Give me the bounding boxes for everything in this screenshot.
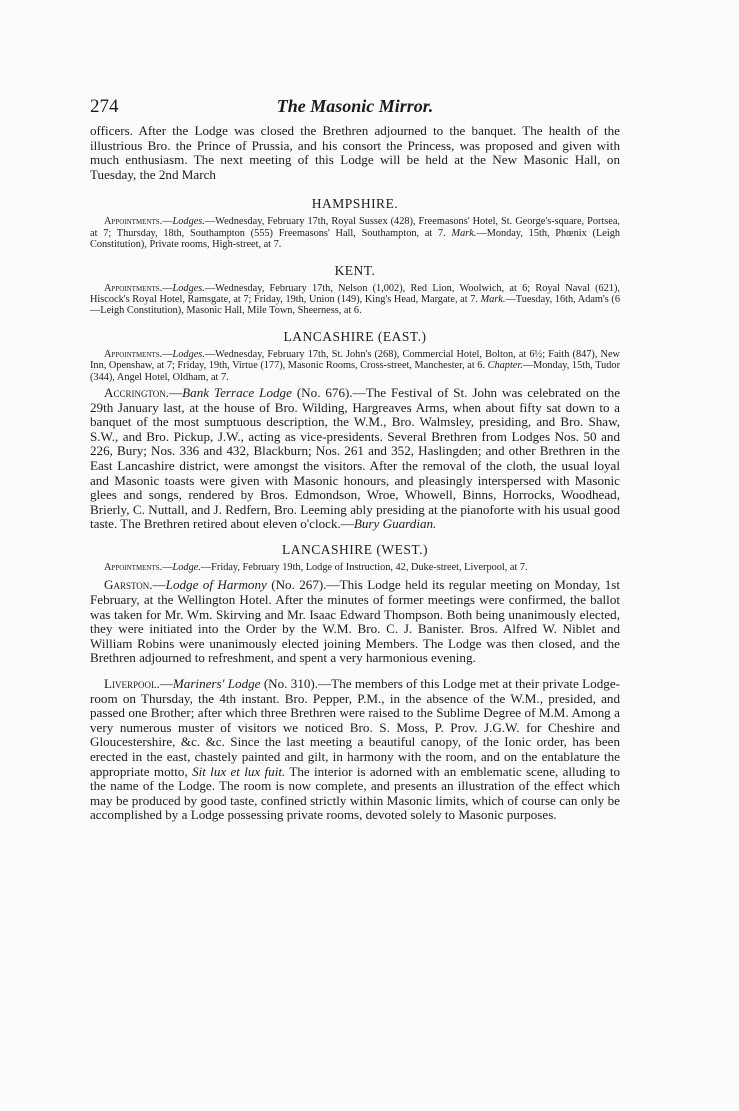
- kent-appointments: Appointments.—Lodges.—Wednesday, February 17th, Nelson (1,002), Red Lion, Woolwich, at 6; Royal Naval (621), Hiscock's Royal Hotel, Ramsgate, at 7; Friday, 19th, Union (149), King's Head, Margate, at 7. Mark.—Tuesday, 16th, Adam's (6—Leigh Constitution), Masonic Hall, Mile Town, Sheerness, at 6.: [90, 282, 620, 317]
- chapter-label: Chapter.: [487, 360, 523, 372]
- report-source: Bury Guardian.: [353, 516, 437, 532]
- accrington-report: Accrington.—Bank Terrace Lodge (No. 676).—The Festival of St. John was celebrated on the 29th January last, at the house of Bro. Wilding, Hargreaves Arms, when about fifty sat down to a banquet of the most sumptuous description, the W.M., Bro. Walmsley, presiding, and Bro. Shaw, S.W., and Bro. Pickup, J.W., acting as vice-presidents. Several Brethren from Lodges Nos. 50 and 226, Bury; Nos. 336 and 432, Blackburn; Nos. 261 and 352, Haslingden; and other Brethren in the East Lancashire district, were amongst the visitors. After the removal of the cloth, the usual loyal and Masonic toasts were given with Masonic honours, and pleasingly interspersed with Masonic glees and songs, rendered by Bros. Edmondson, Wroe, Whowell, Binns, Horrocks, Woodhead, Brierly, C. Nuttall, and J. Redfern, Bro. Leeming ably presiding at the pianoforte with his usual good taste. The Brethren retired about eleven o'clock.—Bury Guardian.: [90, 385, 620, 532]
- page-header: [90, 96, 620, 124]
- lancashire-west-appointments-text: —Friday, February 19th, Lodge of Instruction, 42, Duke-street, Liverpool, at 7.: [200, 561, 528, 573]
- section-heading-lancashire-east: LANCASHIRE (EAST.): [283, 328, 427, 344]
- lancashire-east-appointments-text: —Wednesday, February 17th, St. John's (268), Commercial Hotel, Bolton, at 6½; Faith (847), New Inn, Openshaw, at 7; Friday, 19th, Virtue (177), Masonic Rooms, Cross-street, Manchester, at 6.: [90, 348, 620, 372]
- lodge-name: Bank Terrace Lodge: [182, 385, 292, 401]
- lodge-name: Mariners' Lodge: [172, 675, 261, 691]
- place-name: Accrington.: [104, 385, 170, 401]
- mark-label: Mark.: [451, 227, 477, 239]
- appointments-label: Appointments.: [104, 561, 163, 573]
- lodge-label: Lodge.: [172, 561, 201, 573]
- page-content: [90, 96, 620, 823]
- lodge-motto: Sit lux et lux fuit.: [192, 763, 286, 779]
- appointments-label: Appointments.: [104, 216, 163, 228]
- kent-appointments-text: —Wednesday, February 17th, Nelson (1,002), Red Lion, Woolwich, at 6; Royal Naval (621), Hiscock's Royal Hotel, Ramsgate, at 7; Friday, 19th, Union (149), King's Head, Margate, at 7.: [90, 282, 620, 305]
- lancashire-east-appointments: Appointments.—Lodges.—Wednesday, February 17th, St. John's (268), Commercial Hotel, Bolton, at 6½; Faith (847), New Inn, Openshaw, at 7; Friday, 19th, Virtue (177), Masonic Rooms, Cross-street, Manchester, at 6. Chapter.—Monday, 15th, Tudor (344), Angel Hotel, Oldham, at 7.: [90, 348, 620, 383]
- lodges-label: Lodges.: [172, 282, 205, 294]
- garston-report: Garston.—Lodge of Harmony (No. 267).—This Lodge held its regular meeting on Monday, 1st February, at the Wellington Hotel. After the minutes of former meetings were confirmed, the ballot was taken for Mr. Wm. Skirving and Mr. Isaac Edward Thompson. Both being unanimously elected, they were initiated into the Order by the W.M. Bro. C. J. Banister. Bros. Alfred W. Niblet and William Robins were unanimously elected joining Members. The Lodge was then closed, and the Brethren adjourned to refreshment, and spent a very harmonious evening.: [90, 577, 620, 666]
- accrington-report-text: (No. 676).—The Festival of St. John was celebrated on the 29th January last, at the house of Bro. Wilding, Hargreaves Arms, when about fifty sat down to a banquet of the most sumptuous description, the W.M., Bro. Walmsley, presiding, and Bro. Shaw, S.W., and Bro. Pickup, J.W., acting as vice-presidents. Several Brethren from Lodges Nos. 50 and 226, Bury; Nos. 336 and 432, Blackburn; Nos. 261 and 352, Haslingden; and other Brethren in the East Lancashire district, were amongst the visitors. After the removal of the cloth, the usual loyal and Masonic toasts were given with Masonic honours, and pleasingly interspersed with Masonic glees and songs, rendered by Bros. Edmondson, Wroe, Whowell, Binns, Horrocks, Woodhead, Brierly, C. Nuttall, and J. Redfern, Bro. Leeming ably presiding at the pianoforte with his usual good taste. The Brethren retired about eleven o'clock.—: [90, 385, 620, 532]
- liverpool-report: Liverpool.—Mariners' Lodge (No. 310).—The members of this Lodge met at their private Lodge-room on Thursday, the 4th instant. Bro. Pepper, P.M., in the absence of the W.M., presided, and passed one Brother; after which three Brethren were raised to the Sublime Degree of M.M. Among a very numerous muster of visitors we noticed Bro. S. Moss, P. Prov. J.G.W. for Cheshire and Gloucestershire, &c. &c. Since the last meeting a beautiful canopy, of the Ionic order, has been erected in the east, chastely painted and gilt, in harmony with the room, and on the entablature the appropriate motto, Sit lux et lux fuit. The interior is adorned with an emblematic scene, alluding to the name of the Lodge. The room is now complete, and presents an illustration of the effect which may be produced by good taste, confined strictly within Masonic limits, which of course can only be accomplished by a Lodge possessing private rooms, devoted solely to Masonic purposes.: [90, 675, 620, 823]
- intro-paragraph: officers. After the Lodge was closed the Brethren adjourned to the banquet. The health of the illustrious Bro. the Prince of Prussia, and his consort the Princess, was proposed and given with much enthusiasm. The next meeting of this Lodge will be held at the New Masonic Hall, on Tuesday, the 2nd March: [90, 123, 620, 182]
- running-title: The Masonic Mirror.: [276, 96, 434, 116]
- kent-mark-text: —Tuesday, 16th, Adam's (6—Leigh Constitution), Masonic Hall, Mile Town, Sheerness, at 6.: [90, 294, 620, 317]
- appointments-label: Appointments.: [104, 282, 163, 294]
- place-name: Liverpool.: [104, 675, 160, 691]
- hampshire-appointments: Appointments.—Lodges.—Wednesday, February 17th, Royal Sussex (428), Freemasons' Hotel, St. George's-square, Portsea, at 7; Thursday, 18th, Southampton (555) Freemasons' Hall, Southampton, at 7. Mark.—Monday, 15th, Phœnix (Leigh Constitution), Private rooms, High-street, at 7.: [90, 216, 620, 251]
- page-number: 274: [90, 96, 119, 117]
- section-heading-lancashire-west: LANCASHIRE (WEST.): [282, 541, 428, 557]
- hampshire-appointments-text: —Wednesday, February 17th, Royal Sussex (428), Freemasons' Hotel, St. George's-square, Portsea, at 7; Thursday, 18th, Southampton (555) Freemasons' Hall, Southampton, at 7.: [90, 216, 620, 239]
- lodges-label: Lodges.: [172, 216, 205, 228]
- section-heading-hampshire: HAMPSHIRE.: [311, 196, 399, 212]
- lodges-label: Lodges.: [172, 348, 205, 360]
- hampshire-mark-text: —Monday, 15th, Phœnix (Leigh Constitution), Private rooms, High-street, at 7.: [90, 227, 620, 251]
- lancashire-west-appointments: Appointments.—Lodge.—Friday, February 19th, Lodge of Instruction, 42, Duke-street, Liverpool, at 7.: [104, 561, 528, 573]
- lancashire-east-chapter-text: —Monday, 15th, Tudor (344), Angel Hotel, Oldham, at 7.: [90, 360, 620, 383]
- mark-label: Mark.: [480, 294, 506, 305]
- lodge-name: Lodge of Harmony: [165, 577, 267, 593]
- garston-report-text: (No. 267).—This Lodge held its regular meeting on Monday, 1st February, at the Wellington Hotel. After the minutes of former meetings were confirmed, the ballot was taken for Mr. Wm. Skirving and Mr. Isaac Edward Thompson. Both being unanimously elected, they were initiated into the Order by the W.M. Bro. C. J. Banister. Bros. Alfred W. Niblet and William Robins were unanimously elected joining Members. The Lodge was then closed, and the Brethren adjourned to refreshment, and spent a very harmonious evening.: [90, 577, 620, 666]
- section-heading-kent: KENT.: [334, 262, 376, 278]
- place-name: Garston.: [104, 577, 153, 593]
- liverpool-report-text-a: (No. 310).—The members of this Lodge met at their private Lodge-room on Thursday, the 4th instant. Bro. Pepper, P.M., in the absence of the W.M., presided, and passed one Brother; after which three Brethren were raised to the Sublime Degree of M.M. Among a very numerous muster of visitors we noticed Bro. S. Moss, P. Prov. J.G.W. for Cheshire and Gloucestershire, &c. &c. Since the last meeting a beautiful canopy, of the Ionic order, has been erected in the east, chastely painted and gilt, in harmony with the room, and on the entablature the appropriate motto,: [90, 675, 620, 779]
- appointments-label: Appointments.: [104, 348, 163, 360]
- liverpool-report-text-b: The interior is adorned with an emblematic scene, alluding to the name of the Lodge. The room is now complete, and presents an illustration of the effect which may be produced by good taste, confined strictly within Masonic limits, which of course can only be accomplished by a Lodge possessing private rooms, devoted solely to Masonic purposes.: [90, 763, 620, 823]
